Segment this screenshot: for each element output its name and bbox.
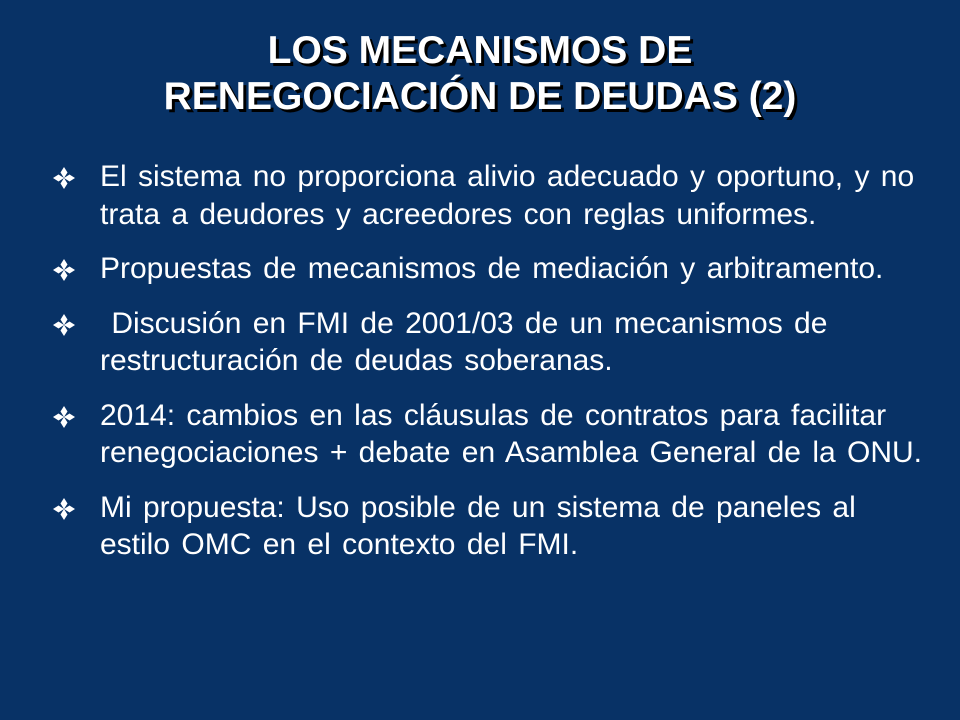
bullet-item	[52, 397, 932, 472]
bullet-text: Mi propuesta: Uso posible de un sistema de paneles al estilo OMC en el contexto del FMI.	[100, 490, 856, 561]
slide-title	[0, 28, 960, 120]
bullet-item	[52, 250, 932, 288]
bullet-text: 2014: cambios en las cláusulas de contratos para facilitar renegociaciones + debate en Asamblea General de la ONU.	[100, 398, 923, 469]
slide-title-line-2: RENEGOCIACIÓN DE DEUDAS (2)	[163, 75, 797, 118]
bullet-item	[52, 158, 932, 233]
slide-title-line-1: LOS MECANISMOS DE	[267, 29, 693, 72]
bullet-item	[52, 305, 932, 380]
four-diamond-bullet-icon	[52, 497, 76, 521]
four-diamond-bullet-icon	[52, 166, 76, 190]
four-diamond-bullet-icon	[52, 258, 76, 282]
four-diamond-bullet-icon	[52, 405, 76, 429]
bullet-text: El sistema no proporciona alivio adecuado y oportuno, y no trata a deudores y acreedores con reglas uniformes.	[100, 160, 915, 231]
bullet-text: Propuestas de mecanismos de mediación y arbitramento.	[100, 252, 884, 285]
four-diamond-bullet-icon	[52, 313, 76, 337]
bullet-item	[52, 489, 932, 564]
bullet-text: Discusión en FMI de 2001/03 de un mecanismos de restructuración de deudas soberanas.	[100, 306, 839, 377]
bullet-list	[52, 158, 932, 581]
